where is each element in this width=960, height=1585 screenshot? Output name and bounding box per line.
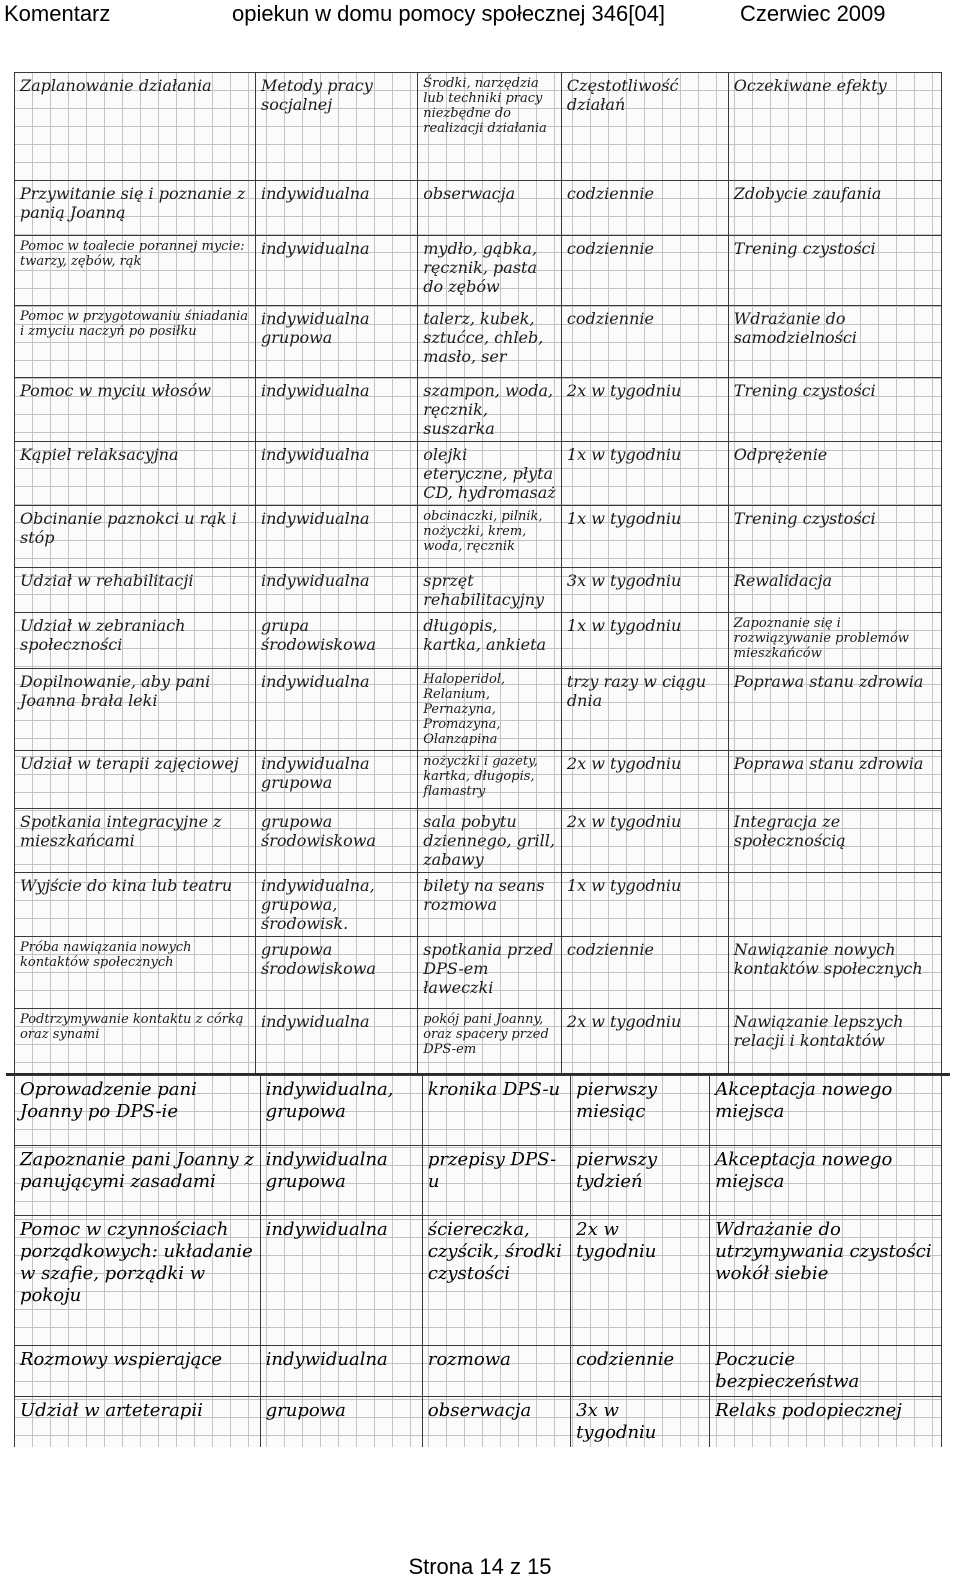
header-document-type: Komentarz [4,1,111,26]
planned-action-cell: Zapoznanie pani Joanny z panującymi zasadami [15,1146,261,1216]
expected-effect-cell: Nawiązanie lepszych relacji i kontaktów [728,1009,941,1080]
expected-effect-cell: Akceptacja nowego miejsca [710,1076,942,1146]
planned-action-cell: Podtrzymywanie kontaktu z córką oraz synami [15,1009,256,1080]
planned-action-cell: Udział w rehabilitacji [15,568,256,613]
tools-cell: Środki, narzędzia lub techniki pracy niezbędne do realizacji działania [418,73,562,181]
expected-effect-cell: Poprawa stanu zdrowia [728,669,941,751]
social-work-method-cell: indywidualna grupowa [256,751,418,809]
planned-action-cell: Próba nawiązania nowych kontaktów społecznych [15,937,256,1009]
expected-effect-cell: Zapoznanie się i rozwiązywanie problemów mieszkańców [728,613,941,669]
table-row [15,1216,942,1346]
planned-action-cell: Dopilnowanie, aby pani Joanna brała leki [15,669,256,751]
social-work-method-cell: grupowa [260,1397,422,1448]
tools-cell: spotkania przed DPS-em ławeczki [418,937,562,1009]
planned-action-cell: Rozmowy wspierające [15,1346,261,1397]
table-row [15,306,942,378]
expected-effect-cell: Relaks podopiecznej [710,1397,942,1448]
planned-action-cell: Pomoc w przygotowaniu śniadania i zmyciu naczyń po posiłku [15,306,256,378]
expected-effect-cell: Rewalidacja [728,568,941,613]
frequency-cell: 1x w tygodniu [561,613,728,669]
expected-effect-cell: Poczucie bezpieczeństwa [710,1346,942,1397]
table-row [15,873,942,937]
planned-action-cell: Udział w arteterapii [15,1397,261,1448]
tools-cell: nożyczki i gazety, kartka, długopis, flamastry [418,751,562,809]
social-work-method-cell: indywidualna [256,442,418,506]
tools-cell: długopis, kartka, ankieta [418,613,562,669]
planned-action-cell: Pomoc w myciu włosów [15,378,256,442]
table-row [15,236,942,306]
handwritten-plan-sheet-bottom [14,1075,942,1447]
table-row [15,751,942,809]
expected-effect-cell: Poprawa stanu zdrowia [728,751,941,809]
expected-effect-cell: Zdobycie zaufania [728,181,941,236]
planned-action-cell: Udział w zebraniach społeczności [15,613,256,669]
table-row [15,1009,942,1080]
table-row [15,506,942,568]
frequency-cell: 2x w tygodniu [561,1009,728,1080]
expected-effect-cell: Oczekiwane efekty [728,73,941,181]
social-work-method-cell: indywidualna [256,568,418,613]
care-plan-table-top [14,72,942,1079]
table-row [15,937,942,1009]
social-work-method-cell: indywidualna grupowa [256,306,418,378]
social-work-method-cell: indywidualna [256,378,418,442]
tools-cell: ściereczka, czyścik, środki czystości [422,1216,570,1346]
tools-cell: obserwacja [422,1397,570,1448]
tools-cell: sprzęt rehabilitacyjny [418,568,562,613]
table-row [15,378,942,442]
expected-effect-cell: Wdrażanie do samodzielności [728,306,941,378]
frequency-cell: 2x w tygodniu [561,751,728,809]
social-work-method-cell: indywidualna grupowa [260,1146,422,1216]
frequency-cell: 2x w tygodniu [571,1216,710,1346]
table-row [15,181,942,236]
planned-action-cell: Wyjście do kina lub teatru [15,873,256,937]
expected-effect-cell: Akceptacja nowego miejsca [710,1146,942,1216]
expected-effect-cell: Wdrażanie do utrzymywania czystości wokół siebie [710,1216,942,1346]
frequency-cell: codziennie [561,236,728,306]
social-work-method-cell: indywidualna, grupowa [260,1076,422,1146]
tools-cell: szampon, woda, ręcznik, suszarka [418,378,562,442]
tools-cell: rozmowa [422,1346,570,1397]
frequency-cell: pierwszy miesiąc [571,1076,710,1146]
table-row [15,1397,942,1448]
planned-action-cell: Przywitanie się i poznanie z panią Joanną [15,181,256,236]
frequency-cell: codziennie [571,1346,710,1397]
frequency-cell: 1x w tygodniu [561,506,728,568]
table-row [15,442,942,506]
frequency-cell: trzy razy w ciągu dnia [561,669,728,751]
frequency-cell: pierwszy tydzień [571,1146,710,1216]
social-work-method-cell: indywidualna, grupowa, środowisk. [256,873,418,937]
social-work-method-cell: grupowa środowiskowa [256,809,418,873]
table-header-row [15,73,942,181]
expected-effect-cell: Integracja ze społecznością [728,809,941,873]
tools-cell: sala pobytu dziennego, grill, zabawy [418,809,562,873]
planned-action-cell: Pomoc w czynnościach porządkowych: układanie w szafie, porządki w pokoju [15,1216,261,1346]
table-row [15,613,942,669]
expected-effect-cell: Odprężenie [728,442,941,506]
tools-cell: talerz, kubek, sztućce, chleb, masło, ser [418,306,562,378]
table-row [15,1146,942,1216]
social-work-method-cell: grupowa środowiskowa [256,937,418,1009]
frequency-cell: codziennie [561,181,728,236]
expected-effect-cell: Nawiązanie nowych kontaktów społecznych [728,937,941,1009]
social-work-method-cell: indywidualna [256,669,418,751]
frequency-cell: codziennie [561,937,728,1009]
social-work-method-cell: indywidualna [256,181,418,236]
social-work-method-cell: indywidualna [260,1216,422,1346]
planned-action-cell: Obcinanie paznokci u rąk i stóp [15,506,256,568]
table-row [15,809,942,873]
table-row [15,669,942,751]
frequency-cell: 1x w tygodniu [561,442,728,506]
frequency-cell: 1x w tygodniu [561,873,728,937]
social-work-method-cell: indywidualna [256,1009,418,1080]
frequency-cell: codziennie [561,306,728,378]
frequency-cell: Częstotliwość działań [561,73,728,181]
tools-cell: kronika DPS-u [422,1076,570,1146]
tools-cell: obcinaczki, pilnik, nożyczki, krem, woda, ręcznik [418,506,562,568]
planned-action-cell: Kąpiel relaksacyjna [15,442,256,506]
tools-cell: Haloperidol, Relanium, Pernazyna, Promazyna, Olanzapina [418,669,562,751]
social-work-method-cell: indywidualna [256,506,418,568]
care-plan-table-bottom [14,1075,942,1447]
header-course-title: opiekun w domu pomocy społecznej 346[04] [232,1,665,26]
expected-effect-cell: Trening czystości [728,506,941,568]
tools-cell: przepisy DPS-u [422,1146,570,1216]
frequency-cell: 3x w tygodniu [571,1397,710,1448]
handwritten-plan-sheet-top [14,72,942,1079]
frequency-cell: 2x w tygodniu [561,809,728,873]
social-work-method-cell: indywidualna [256,236,418,306]
page-number: Strona 14 z 15 [408,1554,552,1579]
table-row [15,1346,942,1397]
frequency-cell: 2x w tygodniu [561,378,728,442]
social-work-method-cell: Metody pracy socjalnej [256,73,418,181]
tools-cell: obserwacja [418,181,562,236]
header-date: Czerwiec 2009 [740,1,886,26]
planned-action-cell: Spotkania integracyjne z mieszkańcami [15,809,256,873]
social-work-method-cell: indywidualna [260,1346,422,1397]
expected-effect-cell: Trening czystości [728,236,941,306]
planned-action-cell: Zaplanowanie działania [15,73,256,181]
expected-effect-cell [728,873,941,937]
planned-action-cell: Oprowadzenie pani Joanny po DPS-ie [15,1076,261,1146]
tools-cell: olejki eteryczne, płyta CD, hydromasaż [418,442,562,506]
table-row [15,568,942,613]
frequency-cell: 3x w tygodniu [561,568,728,613]
expected-effect-cell: Trening czystości [728,378,941,442]
social-work-method-cell: grupa środowiskowa [256,613,418,669]
planned-action-cell: Pomoc w toalecie porannej mycie: twarzy, zębów, rąk [15,236,256,306]
planned-action-cell: Udział w terapii zajęciowej [15,751,256,809]
table-row [15,1076,942,1146]
tools-cell: pokój pani Joanny, oraz spacery przed DPS-em [418,1009,562,1080]
tools-cell: mydło, gąbka, ręcznik, pasta do zębów [418,236,562,306]
tools-cell: bilety na seans rozmowa [418,873,562,937]
